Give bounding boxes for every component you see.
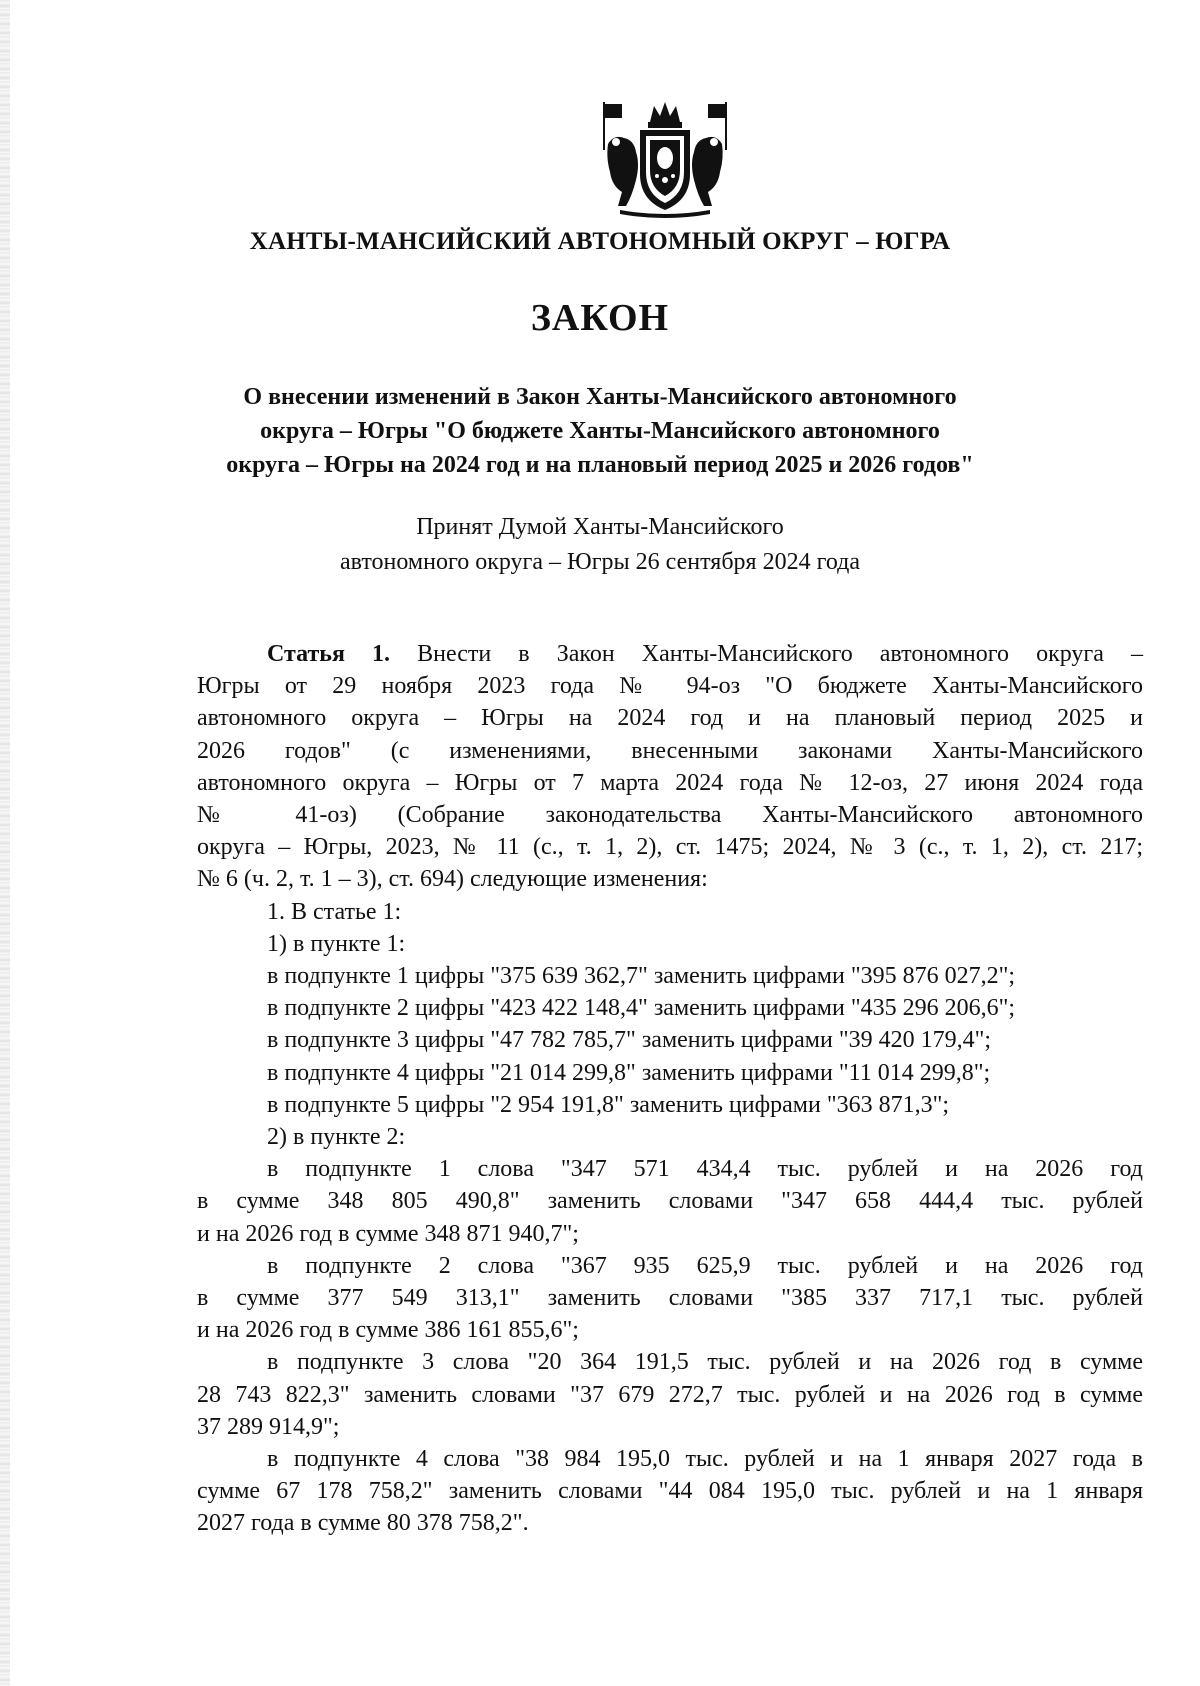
change-line: 2027 года в сумме 80 378 758,2". [197, 1510, 529, 1537]
item-2-heading: 2) в пункте 2: [267, 1124, 406, 1151]
adoption-line: Принят Думой Ханты-Мансийского [416, 514, 784, 540]
region-title: ХАНТЫ-МАНСИЙСКИЙ АВТОНОМНЫЙ ОКРУГ – ЮГРА [249, 228, 951, 255]
article-1-line: округа – Югры, 2023, № 11 (с., т. 1, 2), ст. 1475; 2024, № 3 (с., т. 1, 2), ст. 217; [197, 834, 1143, 861]
change-line: в подпункте 1 цифры "375 639 362,7" заменить цифрами "395 876 027,2"; [267, 963, 1016, 990]
change-line: в сумме 348 805 490,8" заменить словами "347 658 444,4 тыс. рублей [197, 1188, 1143, 1215]
change-line: 37 289 914,9"; [197, 1413, 340, 1440]
change-line: сумме 67 178 758,2" заменить словами "44 084 195,0 тыс. рублей и на 1 января [197, 1478, 1143, 1505]
adoption-line: автономного округа – Югры 26 сентября 2024 года [339, 549, 861, 575]
change-line: в подпункте 4 слова "38 984 195,0 тыс. рублей и на 1 января 2027 года в [267, 1446, 1143, 1473]
change-line: в подпункте 3 цифры "47 782 785,7" заменить цифрами "39 420 179,4"; [267, 1027, 992, 1054]
change-line: и на 2026 год в сумме 348 871 940,7"; [197, 1220, 579, 1247]
article-1-first-line: Статья 1. Внести в Закон Ханты-Мансийского автономного округа – [267, 641, 1144, 667]
coat-of-arms-emblem [600, 100, 730, 218]
item-1-heading: 1) в пункте 1: [267, 930, 406, 957]
article-label: Статья 1. [267, 641, 391, 667]
subject-line: округа – Югры "О бюджете Ханты-Мансийского автономного [260, 418, 940, 444]
article-1-line: Югры от 29 ноября 2023 года № 94-оз "О бюджете Ханты-Мансийского [197, 673, 1143, 700]
article-1-line: № 6 (ч. 2, т. 1 – 3), ст. 694) следующие изменения: [197, 866, 708, 893]
subject-line: О внесении изменений в Закон Ханты-Мансийского автономного [243, 384, 957, 410]
subject-line: округа – Югры на 2024 год и на плановый период 2025 и 2026 годов" [226, 452, 974, 478]
article-1-line: 2026 годов" (с изменениями, внесенными законами Ханты-Мансийского [197, 737, 1143, 764]
article-1-line: автономного округа – Югры на 2024 год и на плановый период 2025 и [197, 705, 1143, 732]
document-type-title: ЗАКОН [530, 297, 670, 339]
change-line: в подпункте 5 цифры "2 954 191,8" заменить цифрами "363 871,3"; [267, 1091, 950, 1118]
section-1-heading: 1. В статье 1: [267, 898, 402, 925]
article-1-line: № 41-оз) (Собрание законодательства Ханты-Мансийского автономного [197, 802, 1143, 829]
change-line: и на 2026 год в сумме 386 161 855,6"; [197, 1317, 579, 1344]
law-subject [0, 380, 1200, 482]
change-line: в подпункте 2 слова "367 935 625,9 тыс. рублей и на 2026 год [267, 1252, 1143, 1279]
change-line: в сумме 377 549 313,1" заменить словами "385 337 717,1 тыс. рублей [197, 1285, 1143, 1312]
article-1-line: автономного округа – Югры от 7 марта 2024 года № 12-оз, 27 июня 2024 года [197, 769, 1143, 796]
article-1-body [197, 638, 1143, 1540]
adoption-note [0, 510, 1200, 580]
change-line: в подпункте 4 цифры "21 014 299,8" заменить цифрами "11 014 299,8"; [267, 1059, 991, 1086]
change-line: в подпункте 3 слова "20 364 191,5 тыс. рублей и на 2026 год в сумме [267, 1349, 1143, 1376]
change-line: 28 743 822,3" заменить словами "37 679 272,7 тыс. рублей и на 2026 год в сумме [197, 1381, 1143, 1408]
change-line: в подпункте 2 цифры "423 422 148,4" заменить цифрами "435 296 206,6"; [267, 995, 1016, 1022]
change-line: в подпункте 1 слова "347 571 434,4 тыс. рублей и на 2026 год [267, 1156, 1143, 1183]
